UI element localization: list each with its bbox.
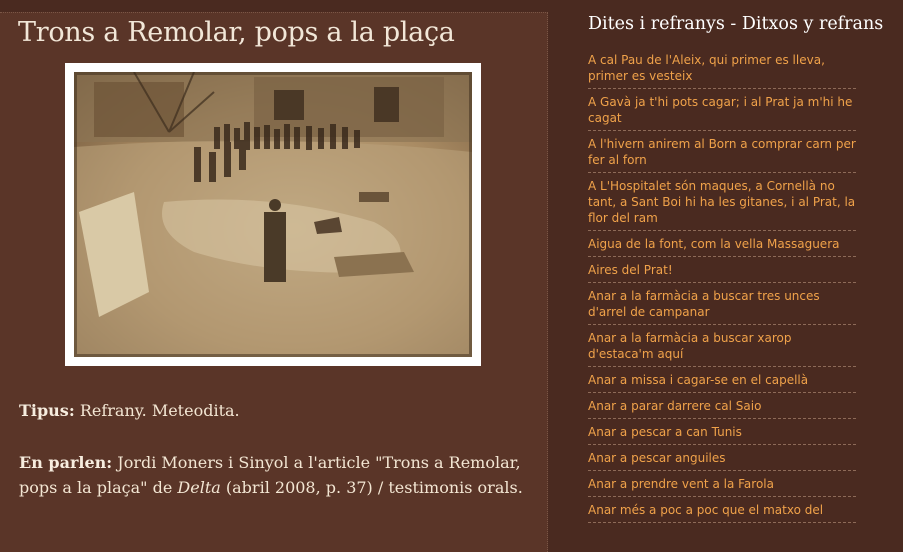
saying-link[interactable]: A l'hivern anirem al Born a comprar carn per fer al forn bbox=[588, 134, 856, 173]
post-sources-line bbox=[19, 450, 534, 500]
post-type-label: Tipus: bbox=[19, 401, 75, 420]
photo-illustration bbox=[74, 72, 472, 357]
historic-photo bbox=[74, 72, 472, 357]
saying-link[interactable]: Anar a pescar a can Tunis bbox=[588, 422, 856, 445]
widget-title: Dites i refranys - Ditxos y refrans bbox=[588, 14, 884, 34]
saying-link[interactable]: Anar a pescar anguiles bbox=[588, 448, 856, 471]
post-sources-label: En parlen: bbox=[19, 453, 113, 472]
saying-link[interactable]: Anar més a poc a poc que el matxo del bbox=[588, 500, 856, 523]
post-sources-publication: Delta bbox=[177, 478, 221, 497]
post-sources-text-end: (abril 2008, p. 37) / testimonis orals. bbox=[220, 478, 523, 497]
post-type-value: Refrany. Meteodita. bbox=[79, 401, 240, 420]
saying-link[interactable]: Aires del Prat! bbox=[588, 260, 856, 283]
saying-link[interactable]: Anar a parar darrere cal Saio bbox=[588, 396, 856, 419]
saying-link[interactable]: A cal Pau de l'Aleix, qui primer es lleva, primer es vesteix bbox=[588, 50, 856, 89]
post-sources-text: Jordi Moners i Sinyol a l'article "Trons a Remolar, pops a la plaça" de bbox=[19, 453, 521, 497]
saying-link[interactable]: Anar a prendre vent a la Farola bbox=[588, 474, 856, 497]
sayings-list bbox=[588, 50, 856, 523]
saying-link[interactable]: Anar a la farmàcia a buscar xarop d'estaca'm aquí bbox=[588, 328, 856, 367]
post-photo[interactable] bbox=[65, 63, 481, 366]
saying-link[interactable]: A Gavà ja t'hi pots cagar; i al Prat ja m'hi he cagat bbox=[588, 92, 856, 131]
sidebar-widget bbox=[588, 12, 884, 526]
post-type-line bbox=[19, 398, 534, 423]
post-title: Trons a Remolar, pops a la plaça bbox=[18, 17, 455, 48]
saying-link[interactable]: Anar a la farmàcia a buscar tres unces d'arrel de campanar bbox=[588, 286, 856, 325]
saying-link[interactable]: Aigua de la font, com la vella Massaguera bbox=[588, 234, 856, 257]
saying-link[interactable]: Anar a missa i cagar-se en el capellà bbox=[588, 370, 856, 393]
saying-link[interactable]: A L'Hospitalet són maques, a Cornellà no tant, a Sant Boi hi ha les gitanes, i al Prat, la flor del ram bbox=[588, 176, 856, 231]
